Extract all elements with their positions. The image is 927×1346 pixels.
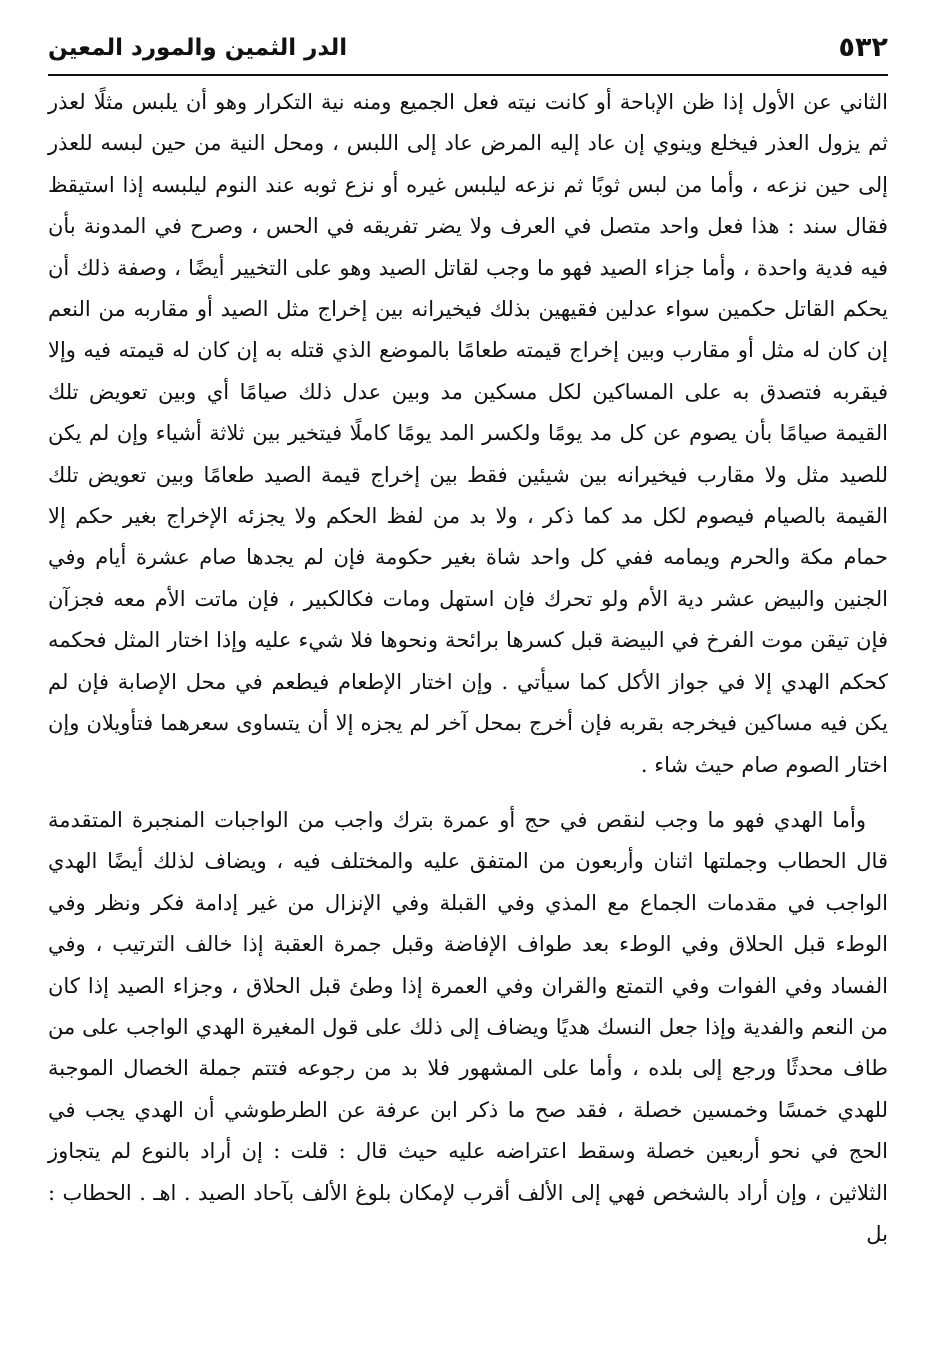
book-page — [48, 22, 888, 1332]
page-body — [48, 82, 888, 1255]
body-paragraph: الثاني عن الأول إذا ظن الإباحة أو كانت نيته فعل الجميع ومنه نية التكرار وهو أن يلبس مثلًا لعذر ثم يزول العذر فيخلع وينوي إن عاد إليه المرض عاد إلى اللبس ، ومحل النية من حين لبسه للعذر إلى حين نزعه ، وأما من لبس ثوبًا ثم نزعه ليلبس غيره أو نزع ثوبه عند النوم ليلبسه إذا استيقظ فقال سند : هذا فعل واحد متصل في العرف ولا يضر تفريقه في الحس ، وصرح في المدونة بأن فيه فدية واحدة ، وأما جزاء الصيد فهو ما وجب لقاتل الصيد وهو على التخيير أيضًا ، وصفة ذلك أن يحكم القاتل حكمين سواء عدلين فقيهين بذلك فيخيرانه بين إخراج مثل الصيد أو مقاربه من النعم إن كان له مثل أو مقارب وبين إخراج قيمته طعامًا بالموضع الذي قتله به إن كان له قيمته فيه وإلا فيقربه فتصدق به على المساكين لكل مسكين مد وبين عدل ذلك صيامًا أي وبين تعويض تلك القيمة صيامًا بأن يصوم عن كل مد يومًا ولكسر المد يومًا كاملًا فيتخير بين ثلاثة أشياء وإن لم يكن للصيد مثل ولا مقارب فيخيرانه بين شيئين فقط بين إخراج قيمة الصيد طعامًا وبين تعويض تلك القيمة بالصيام فيصوم لكل مد كما ذكر ، ولا بد من لفظ الحكم ولا يجزئه الإخراج بغير حكم إلا حمام مكة والحرم ويمامه ففي كل واحد شاة بغير حكومة فإن لم يجدها صام عشرة أيام وفي الجنين والبيض عشر دية الأم ولو تحرك فإن استهل ومات فكالكبير ، فإن ماتت الأم معه فجزآن فإن تيقن موت الفرخ في البيضة قبل كسرها برائحة ونحوها فلا شيء عليه وإذا اختار المثل فحكمه كحكم الهدي إلا في جواز الأكل كما سيأتي . وإن اختار الإطعام فيطعم في محل الإصابة فإن لم يكن فيه مساكين فيخرجه بقربه فإن أخرج بمحل آخر لم يجزه إلا أن يتساوى سعرهما فتأويلان وإن اختار الصوم صام حيث شاء . — [48, 90, 888, 777]
page-header — [48, 22, 888, 76]
running-title: الدر الثمين والمورد المعين — [48, 35, 348, 61]
body-paragraph: وأما الهدي فهو ما وجب لنقص في حج أو عمرة بترك واجب من الواجبات المنجبرة المتقدمة قال الحطاب وجملتها اثنان وأربعون من المتفق عليه والمختلف فيه ، ويضاف لذلك أيضًا الهدي الواجب في مقدمات الجماع مع المذي وفي القبلة وفي الإنزال من غير إدامة فكر ونظر وفي الوطء قبل الحلاق وفي الوطء بعد طواف الإفاضة وقبل جمرة العقبة إذا خالف الترتيب ، وفي الفساد وفي الفوات وفي التمتع والقران وفي العمرة إذا وطئ قبل الحلاق ، وجزاء الصيد إذا كان من النعم والفدية وإذا جعل النسك هديًا ويضاف إلى ذلك على قول المغيرة الهدي الواجب على من طاف محدثًا ورجع إلى بلده ، وأما على المشهور فلا بد من رجوعه فتتم جملة الخصال الموجبة للهدي خمسًا وخمسين خصلة ، فقد صح ما ذكر ابن عرفة عن الطرطوشي أن الهدي يجب في الحج في نحو أربعين خصلة وسقط اعتراضه عليه حيث قال : قلت : إن أراد بالنوع لم يتجاوز الثلاثين ، وإن أراد بالشخص فهي إلى الألف أقرب لإمكان بلوغ الألف بآحاد الصيد . اهـ . الحطاب : بل — [48, 807, 888, 1246]
page-number: ٥٣٢ — [838, 32, 888, 63]
